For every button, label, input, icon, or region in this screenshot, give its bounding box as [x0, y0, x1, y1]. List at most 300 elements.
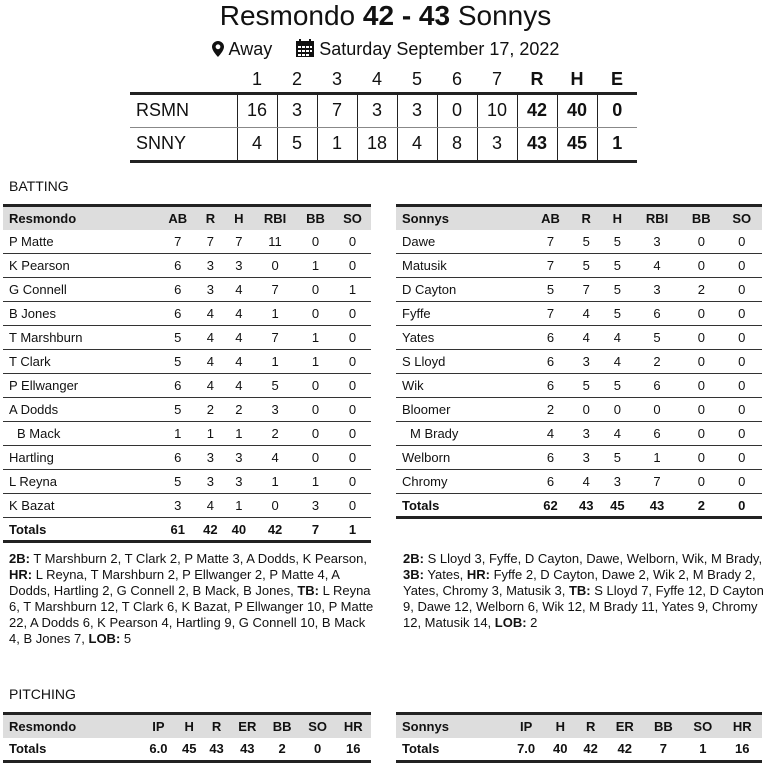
player-name: Welborn [396, 446, 530, 470]
stat-cell: 5 [602, 446, 633, 470]
linescore-table [130, 68, 637, 163]
linescore-col-header: 4 [371, 69, 382, 90]
stat-cell: 0 [297, 374, 334, 398]
total-cell: 43 [230, 738, 264, 762]
stat-cell: 2 [253, 422, 297, 446]
pitching-totals-row [3, 738, 371, 762]
stat-cell: 1 [225, 494, 253, 518]
stat-cell: 1 [253, 350, 297, 374]
linescore-cell: 3 [277, 93, 317, 127]
stat-cell: 2 [681, 278, 721, 302]
total-cell: 43 [203, 738, 230, 762]
stat-cell: 5 [602, 278, 633, 302]
batting-col-header: AB [530, 206, 570, 230]
linescore-col-header: 3 [331, 69, 342, 90]
stat-cell: 0 [722, 470, 762, 494]
pitching-header-row [396, 714, 762, 738]
batting-row [396, 470, 762, 494]
stat-cell: 11 [253, 230, 297, 254]
batting-header-row [3, 206, 371, 230]
stat-cell: 3 [633, 230, 681, 254]
stat-cell: 7 [253, 278, 297, 302]
batting-col-header: SO [334, 206, 371, 230]
stat-cell: 0 [681, 350, 721, 374]
linescore-col-header: 1 [251, 69, 262, 90]
stat-cell: 3 [196, 446, 224, 470]
stat-cell: 6 [530, 326, 570, 350]
batting-notes-away [9, 551, 374, 647]
stat-cell: 2 [196, 398, 224, 422]
linescore-row [130, 93, 637, 127]
pitching-table-home [396, 712, 762, 763]
stat-cell: 0 [334, 494, 371, 518]
total-cell: 0 [300, 738, 336, 762]
batting-totals-row [3, 518, 371, 542]
stat-cell: 4 [602, 326, 633, 350]
note-label: HR: [9, 567, 33, 582]
pitching-col-header: H [176, 714, 203, 738]
stat-cell: 0 [681, 302, 721, 326]
stat-cell: 7 [530, 230, 570, 254]
player-name: Wik [396, 374, 530, 398]
batting-row [396, 278, 762, 302]
stat-cell: 0 [681, 470, 721, 494]
batting-col-header: H [225, 206, 253, 230]
stat-cell: 0 [722, 422, 762, 446]
stat-cell: 5 [159, 326, 196, 350]
stat-cell: 3 [633, 278, 681, 302]
note-label: 2B: [9, 551, 30, 566]
batting-team-name: Resmondo [3, 206, 159, 230]
stat-cell: 4 [196, 326, 224, 350]
player-name: K Bazat [3, 494, 159, 518]
stat-cell: 0 [722, 374, 762, 398]
batting-row [396, 446, 762, 470]
stat-cell: 7 [633, 470, 681, 494]
stat-cell: 5 [571, 254, 602, 278]
total-cell: 40 [545, 738, 575, 762]
stat-cell: 0 [334, 422, 371, 446]
game-date: Saturday September 17, 2022 [319, 39, 560, 59]
stat-cell: 1 [196, 422, 224, 446]
stat-cell: 4 [253, 446, 297, 470]
stat-cell: 4 [571, 326, 602, 350]
totals-label: Totals [3, 738, 141, 762]
stat-cell: 0 [334, 446, 371, 470]
linescore-col-header: 6 [451, 69, 462, 90]
stat-cell: 0 [681, 254, 721, 278]
batting-team-name: Sonnys [396, 206, 530, 230]
linescore-col-header: 2 [291, 69, 302, 90]
pitching-col-header: ER [606, 714, 644, 738]
note-label: LOB: [88, 631, 121, 646]
pitching-team-name: Resmondo [3, 714, 141, 738]
game-info [0, 37, 771, 61]
stat-cell: 7 [225, 230, 253, 254]
linescore-cell: 0 [437, 93, 477, 127]
linescore-cell: 3 [397, 93, 437, 127]
batting-col-header: R [571, 206, 602, 230]
stat-cell: 5 [159, 470, 196, 494]
stat-cell: 1 [334, 278, 371, 302]
linescore-cell: 1 [317, 127, 357, 161]
totals-label: Totals [396, 494, 530, 518]
stat-cell: 4 [225, 374, 253, 398]
linescore-cell: 4 [237, 127, 277, 161]
stat-cell: 0 [297, 302, 334, 326]
linescore-cell: 1 [597, 127, 637, 161]
totals-label: Totals [3, 518, 159, 542]
linescore-col-header: H [570, 69, 584, 90]
linescore-cell: 40 [557, 93, 597, 127]
stat-cell: 4 [196, 302, 224, 326]
player-name: Fyffe [396, 302, 530, 326]
linescore-cell: 42 [517, 93, 557, 127]
stat-cell: 7 [159, 230, 196, 254]
stat-cell: 1 [633, 446, 681, 470]
stat-cell: 3 [602, 470, 633, 494]
player-name: Yates [396, 326, 530, 350]
batting-col-header: BB [681, 206, 721, 230]
total-cell: 42 [606, 738, 644, 762]
game-title [0, 0, 771, 32]
stat-cell: 7 [196, 230, 224, 254]
stat-cell: 3 [225, 254, 253, 278]
batting-row [396, 398, 762, 422]
stat-cell: 0 [602, 398, 633, 422]
stat-cell: 4 [196, 350, 224, 374]
stat-cell: 1 [297, 326, 334, 350]
batting-totals-row [396, 494, 762, 518]
stat-cell: 4 [225, 302, 253, 326]
stat-cell: 6 [633, 374, 681, 398]
stat-cell: 0 [253, 494, 297, 518]
player-name: B Mack [3, 422, 159, 446]
stat-cell: 3 [297, 494, 334, 518]
linescore-cell: 45 [557, 127, 597, 161]
stat-cell: 1 [297, 350, 334, 374]
player-name: L Reyna [3, 470, 159, 494]
stat-cell: 6 [159, 446, 196, 470]
note-label: TB: [297, 583, 319, 598]
note-label: 3B: [403, 567, 424, 582]
stat-cell: 0 [334, 398, 371, 422]
total-cell: 2 [681, 494, 721, 518]
stat-cell: 5 [571, 374, 602, 398]
linescore-cell: 7 [317, 93, 357, 127]
player-name: T Marshburn [3, 326, 159, 350]
stat-cell: 0 [722, 398, 762, 422]
note-text: Fyffe 2, D Cayton, Dawe 2, Wik 2, M Brady 2, Yates, Chromy 3, Matusik 3, [403, 567, 756, 598]
pitching-col-header: SO [300, 714, 336, 738]
stat-cell: 0 [297, 398, 334, 422]
batting-col-header: SO [722, 206, 762, 230]
stat-cell: 0 [334, 302, 371, 326]
total-cell: 6.0 [141, 738, 175, 762]
batting-row [3, 470, 371, 494]
note-text: L Reyna 6, T Marshburn 12, T Clark 6, K Bazat, P Ellwanger 10, P Matte 22, A Dodds 6, K Pearson 4, Hartling 9, G Connell 10, B Mack 4, B Jones 7, [9, 583, 374, 646]
batting-row [396, 254, 762, 278]
stat-cell: 5 [530, 278, 570, 302]
total-cell: 7 [297, 518, 334, 542]
linescore-cell: 0 [597, 93, 637, 127]
batting-row [3, 446, 371, 470]
batting-header-row [396, 206, 762, 230]
batting-row [3, 230, 371, 254]
note-text: 2 [526, 615, 538, 630]
calendar-icon [296, 39, 314, 57]
batting-col-header: RBI [253, 206, 297, 230]
note-text: 5 [120, 631, 132, 646]
linescore-col-header: E [610, 69, 623, 90]
note-text: Yates, [423, 567, 467, 582]
pitching-col-header: BB [264, 714, 300, 738]
total-cell: 61 [159, 518, 196, 542]
stat-cell: 1 [253, 302, 297, 326]
stat-cell: 0 [571, 398, 602, 422]
stat-cell: 4 [225, 350, 253, 374]
stat-cell: 0 [681, 398, 721, 422]
stat-cell: 3 [253, 398, 297, 422]
stat-cell: 4 [571, 470, 602, 494]
stat-cell: 3 [225, 470, 253, 494]
player-name: Hartling [3, 446, 159, 470]
stat-cell: 5 [571, 230, 602, 254]
batting-row [3, 302, 371, 326]
batting-row [396, 230, 762, 254]
stat-cell: 0 [297, 422, 334, 446]
stat-cell: 4 [225, 326, 253, 350]
stat-cell: 0 [722, 302, 762, 326]
stat-cell: 4 [633, 254, 681, 278]
linescore-col-header: 7 [491, 69, 502, 90]
stat-cell: 3 [196, 470, 224, 494]
final-score: 42 - 43 [362, 0, 451, 31]
stat-cell: 2 [530, 398, 570, 422]
stat-cell: 0 [334, 374, 371, 398]
player-name: M Brady [396, 422, 530, 446]
batting-col-header: R [196, 206, 224, 230]
stat-cell: 6 [530, 374, 570, 398]
batting-col-header: H [602, 206, 633, 230]
stat-cell: 1 [159, 422, 196, 446]
stat-cell: 0 [722, 278, 762, 302]
stat-cell: 6 [159, 302, 196, 326]
pitching-col-header: SO [683, 714, 722, 738]
pitching-col-header: HR [723, 714, 762, 738]
stat-cell: 1 [297, 470, 334, 494]
stat-cell: 4 [225, 278, 253, 302]
batting-row [396, 422, 762, 446]
stat-cell: 0 [722, 254, 762, 278]
batting-row [3, 326, 371, 350]
stat-cell: 1 [253, 470, 297, 494]
total-cell: 16 [723, 738, 762, 762]
stat-cell: 7 [571, 278, 602, 302]
map-pin-icon [212, 41, 224, 57]
location: Away [228, 39, 273, 59]
batting-row [3, 422, 371, 446]
batting-col-header: BB [297, 206, 334, 230]
linescore-corner [130, 68, 237, 93]
batting-row [396, 350, 762, 374]
batting-table-away [3, 204, 371, 543]
player-name: T Clark [3, 350, 159, 374]
stat-cell: 5 [159, 398, 196, 422]
stat-cell: 0 [334, 254, 371, 278]
player-name: P Matte [3, 230, 159, 254]
stat-cell: 6 [530, 446, 570, 470]
total-cell: 43 [633, 494, 681, 518]
batting-col-header: AB [159, 206, 196, 230]
linescore-col-header: 5 [411, 69, 422, 90]
pitching-col-header: ER [230, 714, 264, 738]
total-cell: 1 [683, 738, 722, 762]
player-name: Chromy [396, 470, 530, 494]
player-name: K Pearson [3, 254, 159, 278]
stat-cell: 1 [297, 254, 334, 278]
total-cell: 1 [334, 518, 371, 542]
linescore-cell: 16 [237, 93, 277, 127]
total-cell: 45 [176, 738, 203, 762]
stat-cell: 0 [681, 230, 721, 254]
stat-cell: 4 [196, 494, 224, 518]
pitching-heading: PITCHING [9, 686, 76, 702]
pitching-col-header: BB [644, 714, 683, 738]
batting-table-home [396, 204, 762, 519]
stat-cell: 6 [159, 374, 196, 398]
stat-cell: 0 [334, 350, 371, 374]
note-text: S Lloyd 3, Fyffe, D Cayton, Dawe, Welborn, Wik, M Brady, [423, 551, 763, 566]
linescore-cell: 5 [277, 127, 317, 161]
linescore-row [130, 127, 637, 161]
note-label: HR: [466, 567, 490, 582]
total-cell: 42 [575, 738, 605, 762]
batting-row [396, 302, 762, 326]
pitching-team-name: Sonnys [396, 714, 507, 738]
batting-row [3, 254, 371, 278]
stat-cell: 5 [602, 374, 633, 398]
stat-cell: 4 [196, 374, 224, 398]
stat-cell: 7 [253, 326, 297, 350]
linescore-cell: 4 [397, 127, 437, 161]
stat-cell: 5 [159, 350, 196, 374]
linescore-team: RSMN [130, 93, 237, 127]
pitching-totals-row [396, 738, 762, 762]
totals-label: Totals [396, 738, 507, 762]
stat-cell: 0 [297, 230, 334, 254]
player-name: B Jones [3, 302, 159, 326]
total-cell: 62 [530, 494, 570, 518]
pitching-col-header: IP [141, 714, 175, 738]
pitching-col-header: R [203, 714, 230, 738]
pitching-col-header: HR [335, 714, 371, 738]
linescore-col-header: R [530, 69, 544, 90]
stat-cell: 0 [633, 398, 681, 422]
total-cell: 43 [571, 494, 602, 518]
stat-cell: 7 [530, 254, 570, 278]
linescore-cell: 3 [357, 93, 397, 127]
stat-cell: 4 [602, 422, 633, 446]
player-name: Bloomer [396, 398, 530, 422]
player-name: S Lloyd [396, 350, 530, 374]
note-label: 2B: [403, 551, 424, 566]
stat-cell: 0 [722, 230, 762, 254]
stat-cell: 3 [196, 278, 224, 302]
stat-cell: 0 [253, 254, 297, 278]
stat-cell: 0 [681, 446, 721, 470]
stat-cell: 6 [530, 350, 570, 374]
stat-cell: 5 [253, 374, 297, 398]
stat-cell: 0 [297, 446, 334, 470]
note-text: T Marshburn 2, T Clark 2, P Matte 3, A Dodds, K Pearson, [29, 551, 367, 566]
stat-cell: 7 [530, 302, 570, 326]
player-name: Matusik [396, 254, 530, 278]
pitching-col-header: R [575, 714, 605, 738]
stat-cell: 1 [225, 422, 253, 446]
linescore-cell: 10 [477, 93, 517, 127]
player-name: A Dodds [3, 398, 159, 422]
stat-cell: 0 [681, 374, 721, 398]
player-name: Dawe [396, 230, 530, 254]
stat-cell: 3 [571, 350, 602, 374]
player-name: P Ellwanger [3, 374, 159, 398]
total-cell: 40 [225, 518, 253, 542]
batting-notes-home [403, 551, 768, 631]
stat-cell: 0 [722, 326, 762, 350]
stat-cell: 0 [681, 422, 721, 446]
player-name: D Cayton [396, 278, 530, 302]
linescore-cell: 43 [517, 127, 557, 161]
batting-row [396, 326, 762, 350]
player-name: G Connell [3, 278, 159, 302]
total-cell: 16 [335, 738, 371, 762]
stat-cell: 0 [681, 326, 721, 350]
away-team-name: Resmondo [219, 0, 356, 31]
total-cell: 0 [722, 494, 762, 518]
batting-row [396, 374, 762, 398]
stat-cell: 2 [225, 398, 253, 422]
stat-cell: 5 [602, 302, 633, 326]
note-label: TB: [568, 583, 591, 598]
stat-cell: 3 [571, 422, 602, 446]
linescore-team: SNNY [130, 127, 237, 161]
total-cell: 42 [253, 518, 297, 542]
pitching-table-away [3, 712, 371, 763]
batting-heading: BATTING [9, 178, 69, 194]
linescore-cell: 8 [437, 127, 477, 161]
home-team-name: Sonnys [457, 0, 552, 31]
pitching-header-row [3, 714, 371, 738]
stat-cell: 3 [225, 446, 253, 470]
stat-cell: 4 [602, 350, 633, 374]
stat-cell: 6 [159, 278, 196, 302]
linescore-header-row [130, 68, 637, 93]
stat-cell: 5 [633, 326, 681, 350]
stat-cell: 3 [196, 254, 224, 278]
stat-cell: 5 [602, 254, 633, 278]
total-cell: 7.0 [507, 738, 545, 762]
batting-row [3, 374, 371, 398]
stat-cell: 6 [633, 422, 681, 446]
stat-cell: 3 [159, 494, 196, 518]
stat-cell: 0 [297, 278, 334, 302]
stat-cell: 6 [530, 470, 570, 494]
stat-cell: 0 [722, 350, 762, 374]
batting-col-header: RBI [633, 206, 681, 230]
total-cell: 45 [602, 494, 633, 518]
stat-cell: 3 [571, 446, 602, 470]
